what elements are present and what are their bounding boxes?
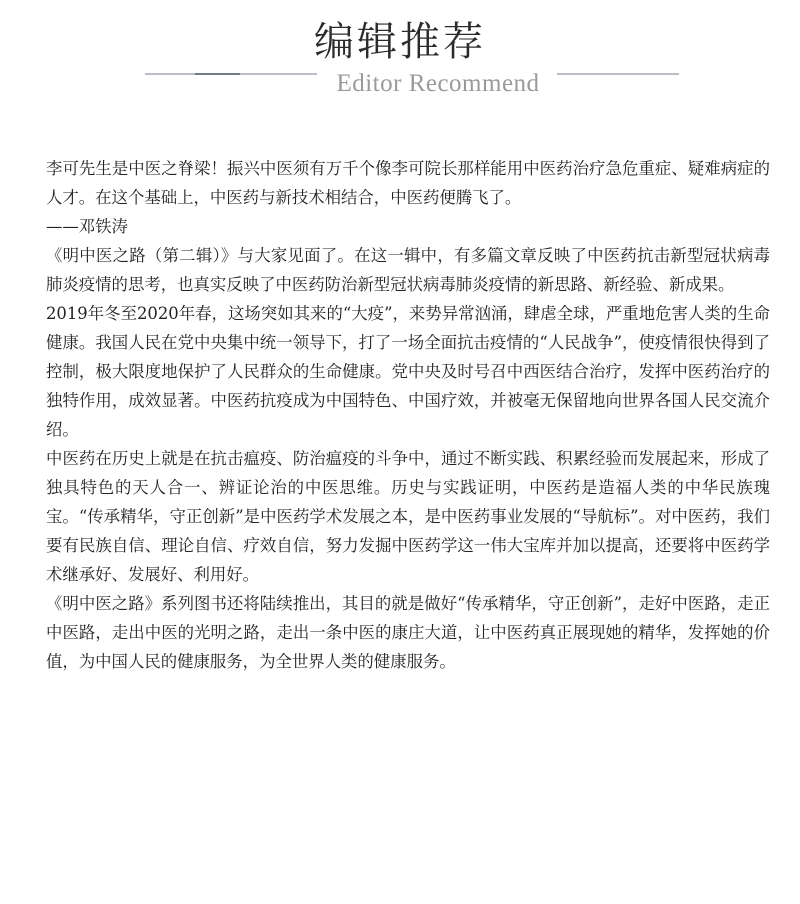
header-divider-accent [195,73,240,75]
section-header [0,0,800,110]
paragraph-history: 中医药在历史上就是在抗击瘟疫、防治瘟疫的斗争中，通过不断实践、积累经验而发展起来，形成了独具特色的天人合一、辨证论治的中医思维。历史与实践证明，中医药是造福人类的中华民族瑰宝。“传承精华，守正创新”是中医药学术发展之本，是中医药事业发展的“导航标”。对中医药，我们要有民族自信、理论自信、疗效自信，努力发掘中医药学这一伟大宝库并加以提高，还要将中医药学术继承好、发展好、利用好。 [46,449,770,584]
paragraph-attribution: ——邓铁涛 [46,217,128,236]
paragraph-quote: 李可先生是中医之脊梁！振兴中医须有万千个像李可院长那样能用中医药治疗急危重症、疑难病症的人才。在这个基础上，中医药与新技术相结合，中医药便腾飞了。 [46,159,770,207]
section-subtitle: Editor Recommend [336,70,540,97]
paragraph-series: 《明中医之路》系列图书还将陆续推出，其目的就是做好“传承精华，守正创新”，走好中医路，走正中医路，走出中医的光明之路，走出一条中医的康庄大道，让中医药真正展现她的精华，发挥她的价值，为中国人民的健康服务，为全世界人类的健康服务。 [46,594,770,671]
paragraph-epidemic: 2019年冬至2020年春，这场突如其来的“大疫”，来势异常汹涌，肆虐全球，严重地危害人类的生命健康。我国人民在党中央集中统一领导下，打了一场全面抗击疫情的“人民战争”，使疫情很快得到了控制，极大限度地保护了人民群众的生命健康。党中央及时号召中西医结合治疗，发挥中医药治疗的独特作用，成效显著。中医药抗疫成为中国特色、中国疗效，并被毫无保留地向世界各国人民交流介绍。 [46,304,770,439]
header-divider-right [557,73,679,75]
section-title: 编辑推荐 [314,19,486,65]
article-body [46,154,770,676]
paragraph-intro: 《明中医之路（第二辑）》与大家见面了。在这一辑中，有多篇文章反映了中医药抗击新型冠状病毒肺炎疫情的思考，也真实反映了中医药防治新型冠状病毒肺炎疫情的新思路、新经验、新成果。 [46,246,770,294]
